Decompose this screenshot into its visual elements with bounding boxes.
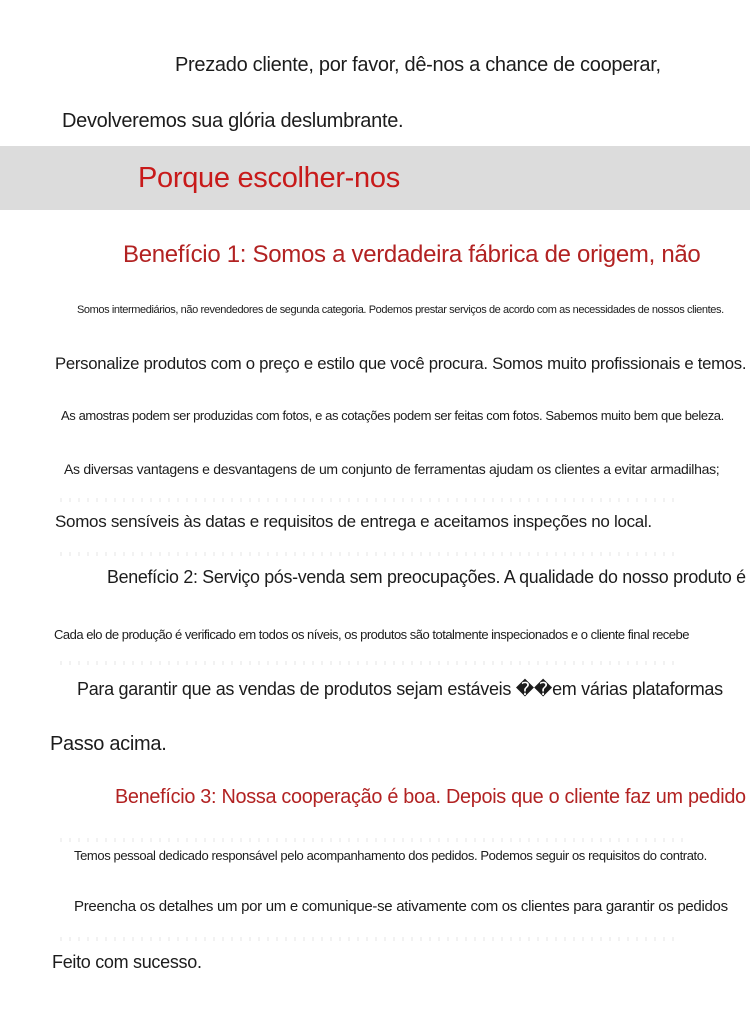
benefit-1-paragraph-4: As diversas vantagens e desvantagens de um conjunto de ferramentas ajudam os clientes a evitar armadilhas; [64,461,720,477]
speckle-artifact [60,661,680,665]
benefit-3-paragraph-2: Preencha os detalhes um por um e comunique-se ativamente com os clientes para garantir os pedidos [74,898,728,915]
benefit-3-paragraph-1: Temos pessoal dedicado responsável pelo acompanhamento dos pedidos. Podemos seguir os requisitos do contrato. [74,848,707,863]
benefit-1-paragraph-2: Personalize produtos com o preço e estilo que você procura. Somos muito profissionais e temos. [55,354,747,373]
intro-line-2: Devolveremos sua glória deslumbrante. [62,110,404,132]
benefit-1-heading: Benefício 1: Somos a verdadeira fábrica de origem, não [123,241,701,268]
intro-line-1: Prezado cliente, por favor, dê-nos a chance de cooperar, [175,54,661,76]
benefit-2-paragraph-3: Passo acima. [50,733,167,755]
benefit-3-paragraph-3: Feito com sucesso. [52,952,202,972]
benefit-2-paragraph-2: Para garantir que as vendas de produtos sejam estáveis ��em várias plataformas [77,679,723,699]
benefit-1-paragraph-3: As amostras podem ser produzidas com fotos, e as cotações podem ser feitas com fotos. Sabemos muito bem que beleza. [61,408,724,423]
speckle-artifact [60,552,680,556]
speckle-artifact [60,937,680,941]
benefit-2-heading: Benefício 2: Serviço pós-venda sem preocupações. A qualidade do nosso produto é [107,567,746,587]
benefit-3-heading: Benefício 3: Nossa cooperação é boa. Depois que o cliente faz um pedido [115,786,746,808]
benefit-1-paragraph-1: Somos intermediários, não revendedores de segunda categoria. Podemos prestar serviços de acordo com as necessidades de nossos clientes. [77,304,724,316]
speckle-artifact [60,498,680,502]
speckle-artifact [60,838,690,842]
benefit-2-paragraph-1: Cada elo de produção é verificado em todos os níveis, os produtos são totalmente inspecionados e o cliente final recebe [54,627,689,642]
section-title: Porque escolher-nos [138,162,400,194]
benefit-1-paragraph-5: Somos sensíveis às datas e requisitos de entrega e aceitamos inspeções no local. [55,512,652,531]
